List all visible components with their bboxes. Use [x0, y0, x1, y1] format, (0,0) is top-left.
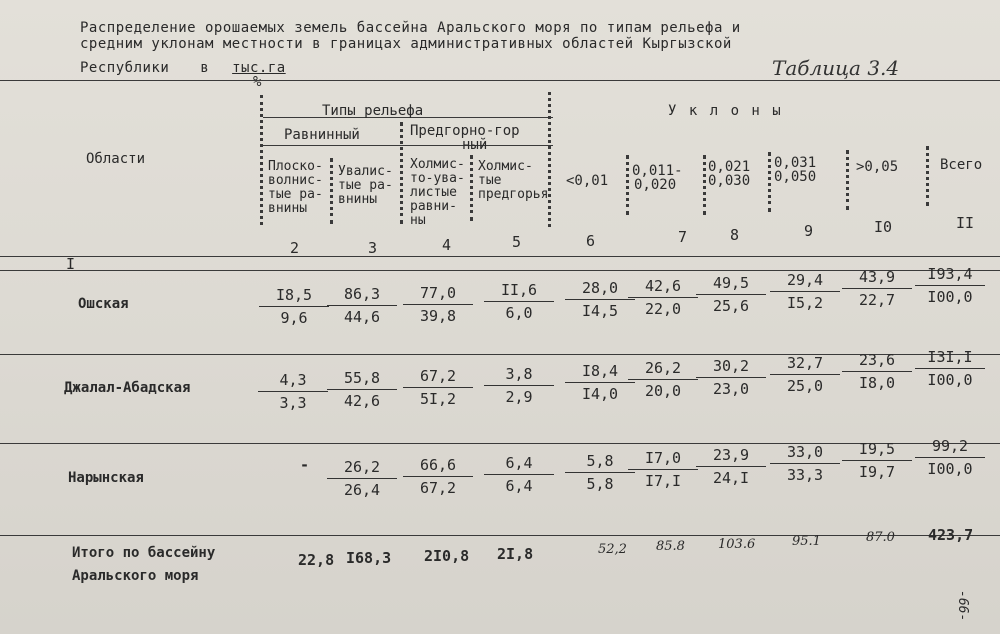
total-col4: 2I0,8	[424, 547, 470, 565]
cell-jalal-col5	[484, 365, 554, 406]
cell-naryn-col7	[628, 449, 698, 490]
sub-header-line: внины	[268, 201, 308, 216]
cell-naryn-col6	[565, 452, 635, 493]
cell-osh-col5	[484, 281, 554, 322]
cell-percent: I8,0	[858, 374, 896, 392]
header-plain: Равнинный	[284, 127, 360, 143]
sub-header-line: листые	[410, 185, 457, 200]
cell-percent: 3,3	[279, 394, 307, 412]
title-republic: Республики	[80, 60, 170, 76]
rule-colnums-top	[0, 256, 1000, 257]
cell-percent: 5,8	[586, 475, 614, 493]
region-naryn: Нарынская	[68, 470, 144, 486]
cell-value: 6,4	[484, 454, 554, 475]
cell-percent: I7,I	[644, 472, 682, 490]
col-number-11: II	[956, 214, 975, 232]
cell-osh-col3	[327, 285, 397, 326]
header-relief: Типы рельефа	[322, 103, 424, 119]
total-col8: 103.6	[718, 537, 756, 552]
cell-percent: I00,0	[927, 288, 973, 306]
slope-0-011-line2: 0,020	[634, 177, 677, 193]
cell-value: 26,2	[327, 458, 397, 479]
title-percent: %	[253, 74, 262, 90]
region-osh: Ошская	[78, 296, 129, 312]
sub-header-line: тые	[478, 173, 502, 188]
total-col7: 85.8	[656, 539, 685, 554]
slope-gt-0-05: >0,05	[856, 159, 899, 175]
cell-value: 99,2	[915, 437, 985, 458]
sub-header-line: тые ра-	[268, 187, 323, 202]
total-col10: 87.0	[866, 530, 895, 545]
cell-naryn-col10	[842, 440, 912, 481]
cell-value: 26,2	[628, 359, 698, 380]
cell-jalal-col3	[327, 369, 397, 410]
cell-value: 42,6	[628, 277, 698, 298]
col-number-4: 4	[442, 236, 452, 254]
cell-naryn-col4	[403, 456, 473, 497]
cell-percent: 24,I	[712, 469, 750, 487]
cell-percent: 9,6	[280, 309, 308, 327]
cell-value: 32,7	[770, 354, 840, 375]
cell-percent: 39,8	[419, 307, 457, 325]
sub-header-line: равни-	[410, 199, 457, 214]
cell-osh-col6	[565, 279, 635, 320]
cell-value: 3,8	[484, 365, 554, 386]
sub-header-flat-wavy	[268, 160, 323, 216]
cell-jalal-col9	[770, 354, 840, 395]
cell-percent: I4,5	[581, 302, 619, 320]
cell-percent: 25,6	[712, 297, 750, 315]
cell-percent: I00,0	[927, 460, 973, 478]
vsep-sub-1	[330, 158, 333, 224]
slope-0-031-line2: 0,050	[774, 169, 817, 185]
sub-header-line: Увалис-	[338, 164, 393, 179]
cell-percent: 2,9	[505, 388, 533, 406]
page-number: -66-	[955, 590, 970, 622]
title-units: тыс.га	[232, 60, 286, 76]
sub-header-line: то-ува-	[410, 171, 465, 186]
sub-header-line: Холмис-	[478, 159, 533, 174]
cell-value: 23,6	[842, 351, 912, 372]
header-foothill-1: Предгорно-гор	[410, 123, 520, 139]
title-in: в	[200, 60, 210, 76]
cell-percent: I00,0	[927, 371, 973, 389]
col-number-9: 9	[804, 222, 814, 240]
cell-naryn-col2-dash: -	[300, 456, 310, 474]
header-slopes: У к л о н ы	[668, 103, 783, 119]
slope-0-021-line1: 0,021	[708, 159, 751, 175]
sub-header-line: Плоско-	[268, 159, 323, 174]
cell-percent: 33,3	[786, 466, 824, 484]
cell-osh-col9	[770, 271, 840, 312]
total-col6: 52,2	[598, 542, 627, 557]
cell-percent: 42,6	[343, 392, 381, 410]
sub-header-line: волнис-	[268, 173, 323, 188]
cell-naryn-col3	[327, 458, 397, 499]
cell-value: I9,5	[842, 440, 912, 461]
sub-header-ridged	[338, 165, 393, 207]
cell-value: 66,6	[403, 456, 473, 477]
cell-percent: I9,7	[858, 463, 896, 481]
total-label-line-2: Аральского моря	[72, 568, 199, 584]
cell-value: I8,5	[259, 286, 329, 307]
cell-value: 29,4	[770, 271, 840, 292]
cell-osh-col4	[403, 284, 473, 325]
cell-jalal-col6	[565, 362, 635, 403]
slope-total: Всего	[940, 157, 983, 173]
cell-percent: I5,2	[786, 294, 824, 312]
sub-header-line: предгорья	[478, 187, 549, 202]
cell-value: I3I,I	[915, 348, 985, 369]
cell-value: 67,2	[403, 367, 473, 388]
cell-osh-col8	[696, 274, 766, 315]
cell-jalal-col8	[696, 357, 766, 398]
cell-value: 77,0	[403, 284, 473, 305]
cell-jalal-col4	[403, 367, 473, 408]
header-regions: Области	[86, 151, 146, 167]
title-line-1: Распределение орошаемых земель бассейна Аральского моря по типам рельефа и	[80, 20, 741, 36]
cell-percent: 67,2	[419, 479, 457, 497]
cell-value: 4,3	[258, 371, 328, 392]
table-label: Таблица 3.4	[772, 56, 900, 80]
sub-header-hilly-foothills	[478, 160, 548, 202]
cell-percent: 6,0	[505, 304, 533, 322]
sub-header-line: внины	[338, 192, 378, 207]
total-label-line-1: Итого по бассейну	[72, 545, 216, 561]
cell-value: 86,3	[327, 285, 397, 306]
cell-value: 49,5	[696, 274, 766, 295]
col-number-7: 7	[678, 228, 688, 246]
vsep-plain-foothill	[400, 122, 403, 224]
cell-value: 23,9	[696, 446, 766, 467]
rule-row-3	[0, 535, 1000, 536]
cell-value: I8,4	[565, 362, 635, 383]
cell-naryn-col11	[915, 437, 985, 478]
slope-lt-0-01: <0,01	[566, 173, 609, 189]
cell-value: I93,4	[915, 265, 985, 286]
total-col2: 22,8	[298, 551, 335, 569]
cell-value: 5,8	[565, 452, 635, 473]
vsep-slope-4	[846, 150, 849, 210]
col-number-3: 3	[368, 239, 378, 257]
cell-percent: 25,0	[786, 377, 824, 395]
cell-value: 33,0	[770, 443, 840, 464]
cell-jalal-col10	[842, 351, 912, 392]
cell-naryn-col5	[484, 454, 554, 495]
slope-0-021-line2: 0,030	[708, 173, 751, 189]
col-number-5: 5	[512, 233, 522, 251]
vsep-relief-left	[260, 95, 263, 225]
col-number-8: 8	[730, 226, 740, 244]
vsep-slope-1	[626, 155, 629, 215]
cell-percent: 6,4	[505, 477, 533, 495]
cell-osh-col11	[915, 265, 985, 306]
vsep-slope-5	[926, 146, 929, 206]
total-col5: 2I,8	[497, 545, 534, 563]
slope-0-031-line1: 0,031	[774, 155, 817, 171]
region-jalal-abad: Джалал-Абадская	[64, 380, 191, 396]
col-number-1: I	[66, 255, 76, 273]
cell-percent: 26,4	[343, 481, 381, 499]
sub-header-line: Холмис-	[410, 157, 465, 172]
header-foothill-2: ный	[462, 137, 488, 153]
sub-header-hilly-ridged	[410, 158, 465, 228]
vsep-slope-3	[768, 152, 771, 212]
cell-percent: 22,7	[858, 291, 896, 309]
cell-naryn-col9	[770, 443, 840, 484]
sub-header-line: тые ра-	[338, 178, 393, 193]
cell-value: 55,8	[327, 369, 397, 390]
cell-value: 28,0	[565, 279, 635, 300]
cell-percent: 20,0	[644, 382, 682, 400]
cell-percent: 44,6	[343, 308, 381, 326]
cell-osh-col2	[259, 286, 329, 327]
cell-jalal-col11	[915, 348, 985, 389]
slope-0-011-line1: 0,011-	[632, 163, 683, 179]
cell-percent: I4,0	[581, 385, 619, 403]
cell-naryn-col8	[696, 446, 766, 487]
col-number-2: 2	[290, 239, 300, 257]
cell-jalal-col7	[628, 359, 698, 400]
total-col3: I68,3	[346, 549, 392, 567]
total-col9: 95.1	[792, 534, 821, 549]
vsep-sub-3	[470, 155, 473, 221]
cell-value: 43,9	[842, 268, 912, 289]
rule-relief-sub	[263, 145, 553, 146]
cell-osh-col10	[842, 268, 912, 309]
vsep-slope-2	[703, 155, 706, 215]
col-number-6: 6	[586, 232, 596, 250]
rule-top	[0, 80, 1000, 81]
sub-header-line: ны	[410, 213, 426, 228]
cell-value: 30,2	[696, 357, 766, 378]
cell-value: I7,0	[628, 449, 698, 470]
cell-percent: 5I,2	[419, 390, 457, 408]
col-number-10: I0	[874, 218, 893, 236]
cell-percent: 23,0	[712, 380, 750, 398]
total-col11: 423,7	[928, 526, 974, 544]
cell-osh-col7	[628, 277, 698, 318]
title-line-2: средним уклонам местности в границах административных областей Кыргызской	[80, 36, 732, 52]
cell-percent: 22,0	[644, 300, 682, 318]
cell-jalal-col2	[258, 371, 328, 412]
cell-value: II,6	[484, 281, 554, 302]
